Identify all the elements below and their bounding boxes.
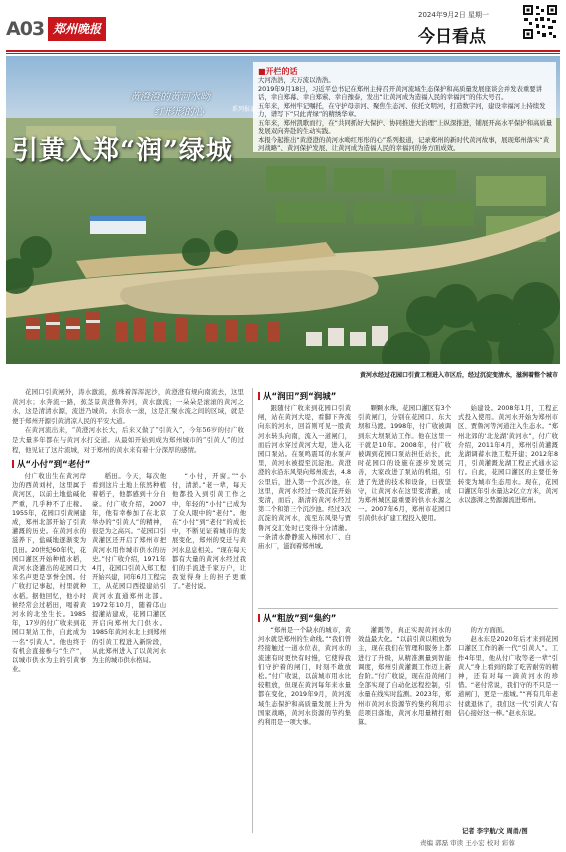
issue-date: 2024年9月2日 星期一 bbox=[418, 11, 489, 19]
opening-paragraph: 五年来，郑州凯歌而行，在“共同抓好大保护、协同推进大治理”上纵深推进，铺展开高水平保护和高质量发展双向奔赴的生动实践。 bbox=[258, 119, 553, 136]
sec2-column-2 bbox=[358, 404, 451, 604]
header-rule bbox=[6, 50, 560, 52]
sec2-column-1 bbox=[258, 404, 351, 604]
page-number: A03 bbox=[6, 18, 45, 40]
series-note: 系列报道 bbox=[232, 106, 257, 113]
section-heading-2: 从“润田”到“润城” bbox=[258, 390, 336, 402]
lead-paragraph: 花园口引黄闸外，涛水激流，蕉珠着浑浑泥沙，黄澄澄有规向南流去，这里黄河水；水奔流一路，蕉茎景黄澄鲁奔河，黄水激流；一朵朵是滚滚的黄河之水，这是清清水源，流进乃城黄。水资水一滚，这是汇聚水流之间的区域，就是便于郑州开源引黄清凉人民的平安大道。 bbox=[12, 388, 244, 425]
body-paragraph: “郑州是一个缺水的城市，黄河水就是郑州的生命线。”“我们曾经接触过一道水位表，黄河水的流速有时更快有时慢，它使得我们守护着的闸门，时刻不敢放松。”付广收说，以前城市用水比较粗放，但现在黄河每年来水量都在变化，2019年9月，黄河流域生态保护和高质量发展上升为国家战略，黄河水资源的节约集约利用是一项大事。 bbox=[258, 627, 351, 727]
body-paragraph: 的方方面面。 bbox=[470, 627, 509, 634]
body-paragraph: 跟随付广收来到花园口引黄闸，站在黄河大堤，看脚下奔流向东的河水，回首则可见一股黄河水转头向南，流入一道闸门，而后河水穿过黄河大堤，进入花园口泵站。在泵鸣震耳的水泵声里，黄河水被提至沉淀池。黄澄澄的水沿东风渠向郑州流去，4.8公里后，进入第一个沉沙池，在这里，黄河水经过一级沉淀开始变清，而后，渐清的黄河水经过第二个和第三个沉沙池。经过3次沉淀的黄河水，流至东风渠与贾鲁河交汇处时已变得十分清澈。一条清水静静流入柿园水厂、白庙水厂，滋润着郑州城。 bbox=[258, 405, 351, 551]
lead-text bbox=[12, 388, 244, 455]
section-title: 今日看点 bbox=[418, 27, 486, 47]
sec1-column-2 bbox=[92, 472, 166, 832]
section-heading-1: 从“小付”到“老付” bbox=[12, 458, 90, 470]
body-paragraph: 颗颗水珠。花园口灌区有3个引黄闸门，分别在花园口、东大坝和马渡。1998年，付广收被调到东大坝泵站工作。他在这里一干就是10年。2008年，付广收被调到花园口泵站担任站长，此时花园口的设施在逐步发展完善，大家改进了泵站的机组，引进了先进的技术和设备，日夜坚守，让黄河水在这里变清澈，成为郑州城区最重要的供水水源之一。2007年6月，郑州市花园口引黄供水扩建工程投入使用。 bbox=[358, 405, 451, 523]
column-divider bbox=[252, 388, 253, 833]
body-paragraph: 赵永东是2020年后才来到花园口灌区工作的新一代“引黄人”。工作4年里，他从付广收等老一辈“引黄人”身上看到的除了吃苦耐劳的精神，还有对每一滴黄河水的珍惜。“老付常说，我们守的不只是一道闸门，更是一座城。”“再有几年老付就退休了，我们这一代‘引黄人’有信心接好这一棒。”赵永东说。 bbox=[458, 636, 558, 717]
sec1-column-3 bbox=[172, 472, 246, 832]
body-paragraph: 灌溉等，真正实现黄河水的效益最大化。“以前引黄以粗放为主，现在我们在管理和服务上都进行了升级，从精准测量到智能调度，郑州引黄灌溉工作迈上新台阶。”付广收说，现在沿黄闸门全部实现了自动化远程控制，引水量在线实时监测。2023年，郑州市黄河水资源节约集约利用示范项目落地，黄河水用量精打细算。 bbox=[358, 627, 451, 727]
opening-paragraph: 大河浩浩，天万流以浩浩。 bbox=[258, 76, 335, 84]
body-paragraph: 始建设。2008年1月，工程正式投入使用。黄河水开始为郑州市区、贾鲁河等河道注入生态水。“郑州北郊的‘北龙湖’黄河水”，付广收介绍，2011年4月，郑州引黄灌溉龙湖调蓄水池工程开建；2012年8月，引黄灌溉龙湖工程正式通水运行。自此，花园口灌区的主要任务转变为城市生态用水。现在，花园口灌区年引水量达2亿立方米，黄河水以澎湃之势源源流进郑州。 bbox=[458, 405, 558, 505]
sec3-column-3 bbox=[458, 626, 558, 826]
page-footer-credits: 责编 郭磊 审读 王小宏 校对 彩蓉 bbox=[420, 839, 515, 847]
body-paragraph: “小付，开窗。”“小付，清淤。”老一辈，每天他都投入到引黄工作之中，年轻的“小付”已成为了众人眼中的“老付”。他在“小付”到“老付”的成长中，不断见证着城市的发展变化，郑州的变迁与黄河水息息相关。“现在每天都有大量的黄河水经过我们的手流进千家万户，让我觉得身上的担子更重了。”老付说。 bbox=[172, 473, 246, 591]
opening-paragraph: 本报今起推出“黄澄澄的黄河水呦红彤彤的心”系列报道，记录郑州的新时代黄河故事，展现郑州落实“黄河战略”、黄河保护发展、让黄河成为造福人民的幸福河的务方面成效。 bbox=[258, 136, 550, 153]
photo-caption: 黄河水经过花园口引黄工程进入市区后，经过沉淀变清水，滋润着整个城市 bbox=[359, 372, 558, 379]
sec1-column-1 bbox=[12, 472, 86, 832]
qr-code-icon[interactable] bbox=[522, 4, 558, 40]
section-heading-3: 从“粗放”到“集约” bbox=[258, 612, 336, 624]
header-rule-thin bbox=[6, 53, 560, 54]
body-paragraph: 稻田。今天，每次他看到这片土地上依然种植着稻子，他都感到十分自豪。付广收介绍，2007年，他有幸参加了在北京举办的“引黄人”的精神，很是为之高兴。“花园口引黄灌区还开启了郑州市把黄河水用作城市供水的历史。”付广收介绍，1971年4月，花园口引黄入郑工程开始兴建，同年6月工程完工，从花园口西提建站引黄河水直通郑州北部。1972年10月，随着邙山提灌站建成，花园口灌区开启向郑州大门供水。1985年黄河水北上到郑州的引黄工程进入新阶段，从此郑州进入了以黄河水为主的城市供水格局。 bbox=[92, 473, 166, 665]
lead-paragraph: 在黄河流出来，“黄澄河水长大，后来又做了“引黄入”，今年56岁的付广收是大量多年都在与黄河水打交道。从最如开始到成为郑州城市的“引黄人”的过程，他见证了这片流城，对于郑州的黄水来有着十分深厚的感情。 bbox=[12, 426, 244, 454]
masthead-logo: 郑州晚报 bbox=[48, 17, 106, 41]
opening-note-heading: ■开栏的话 bbox=[258, 67, 298, 76]
series-subtitle-line1: 黄澄澄的黄河水呦 bbox=[130, 92, 210, 103]
headline: 引黄入郑“润”绿城 bbox=[12, 136, 233, 166]
sec3-column-2 bbox=[358, 626, 451, 834]
body-paragraph: 付广收出生在黄河岸边的西黄刘村，这里属于黄河区，以前土地盐碱化严重，几乎种不了庄稼。1955年，花园口引黄闸建成，郑州北部开始了引黄灌溉的历史。在黄河水的滋养下，盐碱地逐渐变为良田。20世纪60年代，花园口灌区开始种植水稻，黄河水浇灌出的花园口大米名声更是享誉全国。付广收打记事起，村里就种水稻。据他回忆，他小时候经常会过稻田，喝着黄河水的北坐生长。1985年，17岁的付广收来到花园口泵站工作，自此成为一名“引黄人”。他也终于有机会直接参与“生产”，以城市供水为主的引黄事业。 bbox=[12, 473, 86, 674]
sec3-column-1 bbox=[258, 626, 351, 834]
sec2-column-3 bbox=[458, 404, 558, 604]
section-divider bbox=[258, 608, 558, 609]
opening-paragraph: 2019年9月18日，习近平总书记在郑州主持召开黄河流域生态保护和高质量发展座谈会并发表重要讲话，幸自郑幕、幸自郑萦、幸自豫泰，发出“让黄河成为造福人民的幸福河”的伟大号召。 bbox=[258, 85, 543, 102]
byline: 记者 李宇航/文 周甬/图 bbox=[462, 828, 528, 835]
opening-paragraph: 五年来，郑州牢记嘱托，在守护母亲河、聚焦生态河、依托文明河，打造数字河，建设幸福河上持续发力，谱写下“只此青绿”的精绣华章。 bbox=[258, 102, 546, 119]
series-subtitle-line2: 红形形的心 bbox=[154, 107, 204, 118]
